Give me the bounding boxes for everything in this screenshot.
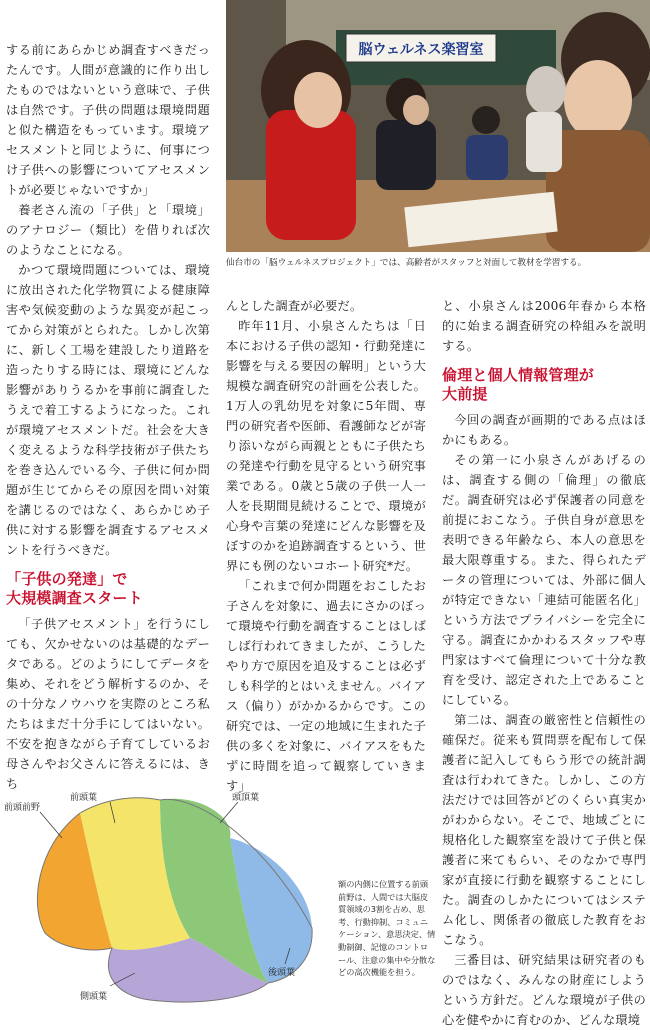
label-temporal: 側頭葉 <box>80 992 108 1002</box>
leader-parietal <box>220 802 238 823</box>
col3-paragraph: 今回の調査が画期的である点はほかにもある。 <box>442 413 646 447</box>
col3-paragraph: と、小泉さんは2006年春から本格的に始まる調査研究の枠組みを説明する。 <box>442 299 646 353</box>
col1-paragraph: 「子供アセスメント」を行うにしても、欠かせないのは基礎的なデータである。どのようにしてデータを集め、それをどう解析するのか、その十分なノウハウを実際のところ私たちはまだ十分手にしてはいない。不安を抱きながら子育てしているお母さんやお父さんに答えるには、きち <box>6 617 210 791</box>
photo-illustration <box>226 0 650 252</box>
classroom-sign: 脳ウェルネス楽習室 <box>358 42 484 58</box>
section-heading-development: 「子供の発達」で 大規模調査スタート <box>6 570 143 607</box>
col2-paragraph: 「これまで何か問題をおこしたお子さんを対象に、過去にさかのぼって環境や行動を調査することはしばしば行われてきましたが、こうしたやり方で原因を追及することは必ずしも科学的とはいえません。バイアス（偏り）がかかるからです。この研究では、一定の地域に生まれた子供の多くを対象に、バイアスをもたずに時間を追って観察していきます」 <box>226 579 426 793</box>
column-3 <box>442 296 646 1030</box>
column-1 <box>6 40 210 794</box>
photo-brain-wellness-class <box>226 0 650 252</box>
label-prefrontal: 前頭前野 <box>4 803 41 813</box>
col2-paragraph: 昨年11月、小泉さんたちは「日本における子供の認知・行動発達に影響を与える要因の解明」という大規模な調査研究の計画を公表した。1万人の乳幼児を対象に5年間、専門の研究者や医師、看護師などが寄り添いながら両親とともに子供たちの発達や行動を見守るという研究事業である。0歳と5歳の子供一人一人を長期間見続けることで、環境が心身や言葉の発達にどんな影響を及ぼすのかを追跡調査するという、世界にも例のないコホート研究*だ。 <box>226 319 426 573</box>
col3-paragraph: 第二は、調査の厳密性と信頼性の確保だ。従来も質問票を配布して保護者に記入してもらう形での統計調査は行われてきた。しかし、この方法だけでは回答がどのくらい真実かがわからない。そこで、地域ごとに規格化した観察室を設けて子供と保護者に来てもらい、そのなかで専門家が直接に行動を観察することにした。調査のしかたについてはシステム化し、関係者の徹底した教育をおこなう。 <box>442 713 646 947</box>
col3-paragraph: 三番目は、研究結果は研究者のものではなく、みんなの財産にしようという方針だ。どんな環境が子供の心を健やかに育むのか、どんな環境 <box>442 953 646 1027</box>
label-occipital: 後頭葉 <box>268 968 296 978</box>
label-frontal: 前頭葉 <box>70 793 98 803</box>
col3-paragraph: その第一に小泉さんがあげるのは、調査する側の「倫理」の徹底だ。調査研究は必ず保護者の同意を前提におこなう。子供自身が意思を表明できる年齢なら、本人の意思を最大限尊重する。また、得られたデータの管理については、外部に個人が特定できない「連結可能匿名化」という方法でプライバシーを完全に守る。調査にかかわるスタッフや専門家はすべて倫理について十分な教育を受け、認定された上であることにしている。 <box>442 453 646 707</box>
photo-caption: 仙台市の「脳ウェルネスプロジェクト」では、高齢者がスタッフと対面して教材を学習する。 <box>226 258 587 268</box>
leader-prefrontal <box>40 812 62 838</box>
col1-paragraph: かつて環境問題については、環境に放出された化学物質による健康障害や気候変動のような異変が起こってから対策がとられた。しかし次第に、新しく工場を建設したり道路を造ったりする時には、環境にどんな影響がありうるかを事前に調査したうえで着工するようになった。これが環境アセスメントだ。社会を大きく変えるような科学技術が子供たちを巻き込んでいる今、子供に何か問題が生じてからその原因を問い対策を講じるのではなく、あらかじめ子供に対する影響を調査するアセスメントを行うべきだ。 <box>6 263 210 557</box>
brain-diagram <box>0 778 330 1009</box>
col1-paragraph: する前にあらかじめ調査すべきだったんです。人間が意識的に作り出したものではないという意味で、子供は自然です。子供の問題は環境問題と似た構造をもっています。環境アセスメントと同じように、何事につけ子供への影響についてアセスメントが必要じゃないですか」 <box>6 43 210 197</box>
col2-paragraph: んとした調査が必要だ。 <box>226 299 363 313</box>
col1-paragraph: 養老さん流の「子供」と「環境」のアナロジー（類比）を借りれば次のようなことになる。 <box>6 203 210 257</box>
brain-caption: 額の内側に位置する前頭前野は、人間では大脳皮質領域の3割を占め、思考、行動抑制、コミュニケーション、意思決定、情動制御、記憶のコントロール、注意の集中や分散などの高次機能を担う。 <box>338 879 436 978</box>
column-2 <box>226 296 426 796</box>
label-parietal: 頭頂葉 <box>232 793 260 803</box>
section-heading-ethics: 倫理と個人情報管理が 大前提 <box>442 366 595 403</box>
